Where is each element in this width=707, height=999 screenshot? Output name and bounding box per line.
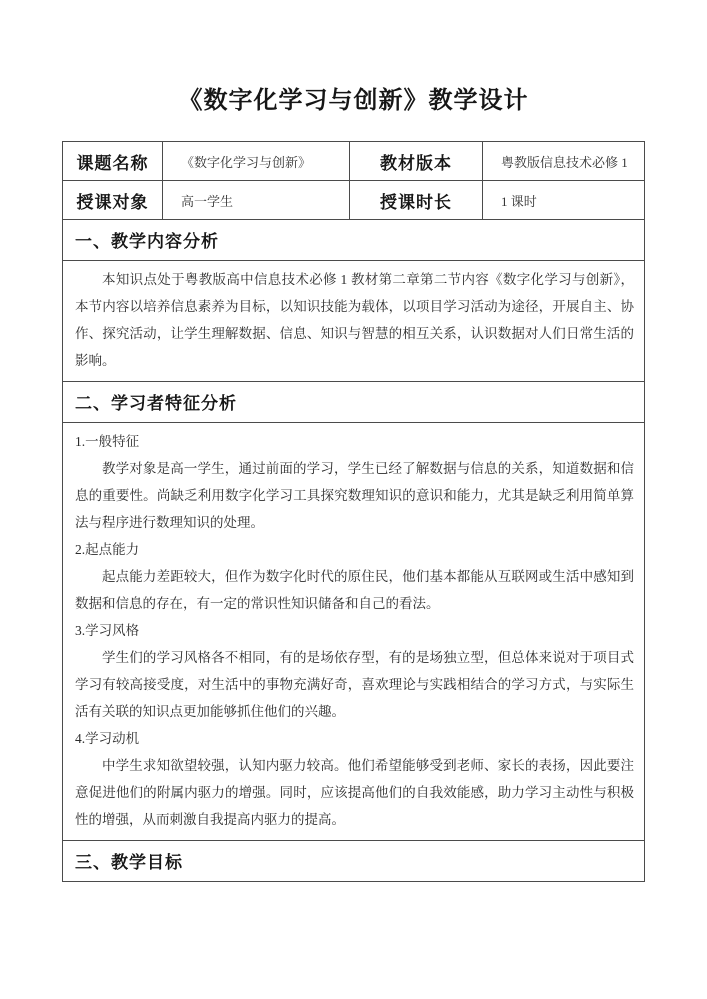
table-row-section3-heading (63, 841, 645, 882)
document-title: 《数字化学习与创新》教学设计 (178, 88, 529, 114)
field-label-topic-name: 课题名称 (63, 142, 163, 181)
table-row-section1-body (63, 261, 645, 382)
learner-item-text-general: 教学对象是高一学生，通过前面的学习，学生已经了解数据与信息的关系，知道数据和信息的重要性。尚缺乏利用数字化学习工具探究数理知识的意识和能力，尤其是缺乏利用简单算法与程序进行数理知识的处理。 (75, 461, 634, 530)
table-row-section2-body (63, 423, 645, 841)
section-heading-learner-characteristics: 二、学习者特征分析 (63, 382, 645, 423)
field-label-teaching-audience: 授课对象 (63, 181, 163, 220)
field-label-teaching-duration: 授课时长 (350, 181, 483, 220)
learner-item-label-learning-style: 3.学习风格 (75, 623, 140, 638)
section-body-content-analysis (63, 261, 645, 382)
learner-item-label-general: 1.一般特征 (75, 434, 140, 449)
table-row-section1-heading (63, 220, 645, 261)
teaching-design-table (62, 141, 645, 882)
learner-item-label-entry-ability: 2.起点能力 (75, 542, 140, 557)
field-value-teaching-audience: 高一学生 (163, 181, 350, 220)
section-heading-teaching-objectives: 三、教学目标 (63, 841, 645, 882)
field-value-textbook-version: 粤教版信息技术必修 1 (483, 142, 645, 181)
field-label-textbook-version: 教材版本 (350, 142, 483, 181)
section-body-learner-characteristics (63, 423, 645, 841)
field-value-topic-name: 《数字化学习与创新》 (163, 142, 350, 181)
learner-item-text-entry-ability: 起点能力差距较大，但作为数字化时代的原住民，他们基本都能从互联网或生活中感知到数据和信息的存在，有一定的常识性知识储备和自己的看法。 (75, 569, 634, 611)
table-row-topic (63, 142, 645, 181)
table-row-audience (63, 181, 645, 220)
content-analysis-paragraph: 本知识点处于粤教版高中信息技术必修 1 教材第二章第二节内容《数字化学习与创新》，本节内容以培养信息素养为目标，以知识技能为载体，以项目学习活动为途径，开展自主、协作、探究活动，让学生理解数据、信息、知识与智慧的相互关系，认识数据对人们日常生活的影响。 (75, 272, 634, 368)
section-heading-content-analysis: 一、教学内容分析 (63, 220, 645, 261)
learner-item-text-motivation: 中学生求知欲望较强，认知内驱力较高。他们希望能够受到老师、家长的表扬，因此要注意促进他们的附属内驱力的增强。同时，应该提高他们的自我效能感，助力学习主动性与积极性的增强，从而刺激自我提高内驱力的提高。 (75, 758, 634, 827)
learner-item-label-motivation: 4.学习动机 (75, 731, 140, 746)
field-value-teaching-duration: 1 课时 (483, 181, 645, 220)
table-row-section2-heading (63, 382, 645, 423)
learner-item-text-learning-style: 学生们的学习风格各不相同，有的是场依存型，有的是场独立型，但总体来说对于项目式学习有较高接受度，对生活中的事物充满好奇，喜欢理论与实践相结合的学习方式，与实际生活有关联的知识点更加能够抓住他们的兴趣。 (75, 650, 634, 719)
